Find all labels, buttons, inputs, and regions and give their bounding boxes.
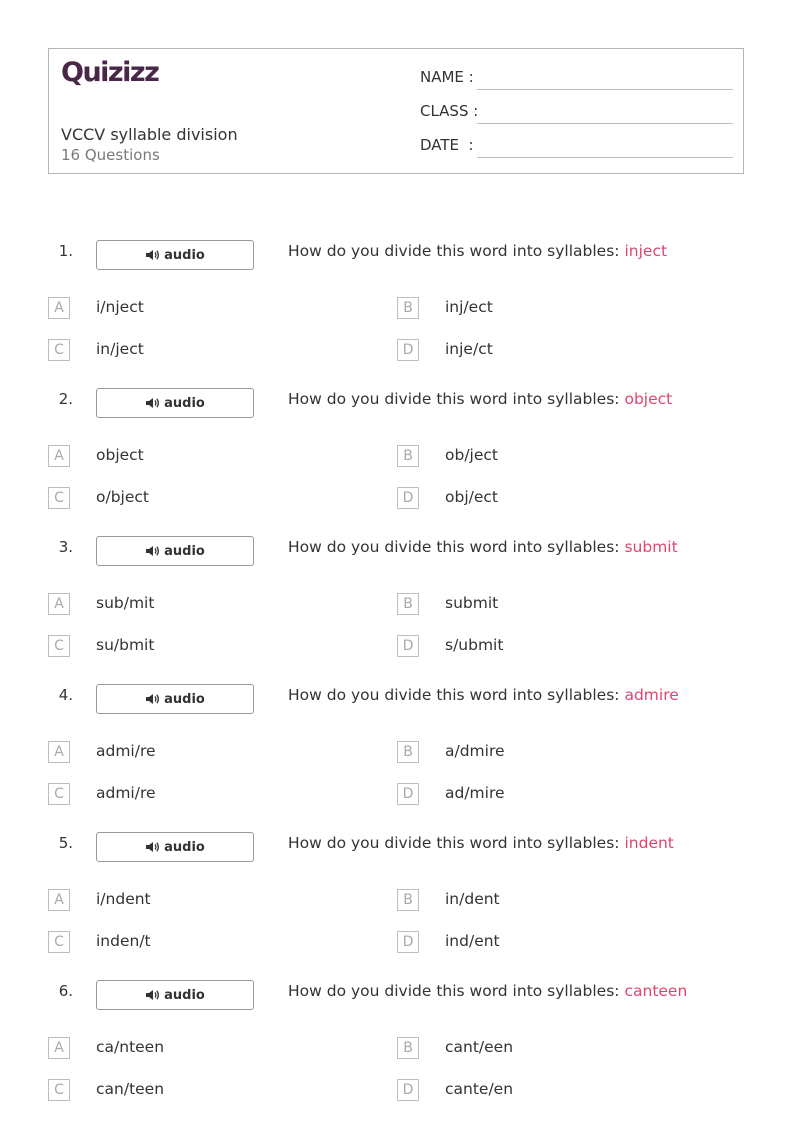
question-number: 3. <box>58 538 73 556</box>
option-letter-box[interactable]: B <box>397 741 419 763</box>
class-label: CLASS : <box>420 102 479 120</box>
question-text <box>288 242 667 260</box>
speaker-icon <box>145 397 159 409</box>
option-text: in/ject <box>96 340 144 358</box>
option-text: ad/mire <box>445 784 505 802</box>
question-text <box>288 834 674 852</box>
option-text: a/dmire <box>445 742 505 760</box>
speaker-icon <box>145 693 159 705</box>
option-text: can/teen <box>96 1080 165 1098</box>
option-text: object <box>96 446 144 464</box>
class-line[interactable] <box>477 123 733 124</box>
audio-button[interactable] <box>96 388 254 418</box>
speaker-icon <box>145 841 159 853</box>
option-letter-box[interactable]: A <box>48 741 70 763</box>
option-text: inj/ect <box>445 298 493 316</box>
option-text: cant/een <box>445 1038 514 1056</box>
option-letter-box[interactable]: B <box>397 297 419 319</box>
speaker-icon <box>145 989 159 1001</box>
question-number: 6. <box>58 982 73 1000</box>
target-word: object <box>624 390 673 408</box>
option-text: submit <box>445 594 499 612</box>
option-letter-box[interactable]: B <box>397 593 419 615</box>
option-text: inje/ct <box>445 340 493 358</box>
question-text <box>288 982 687 1000</box>
option-text: su/bmit <box>96 636 155 654</box>
question-number: 4. <box>58 686 73 704</box>
name-line[interactable] <box>477 89 733 90</box>
audio-label: audio <box>164 987 205 1003</box>
worksheet-title: VCCV syllable division <box>61 125 238 144</box>
date-field[interactable] <box>420 136 733 158</box>
audio-button[interactable] <box>96 980 254 1010</box>
option-letter-box[interactable]: A <box>48 889 70 911</box>
question-text <box>288 390 672 408</box>
option-text: ob/ject <box>445 446 498 464</box>
option-text: s/ubmit <box>445 636 504 654</box>
question-text <box>288 686 679 704</box>
option-letter-box[interactable]: D <box>397 339 419 361</box>
option-text: inden/t <box>96 932 151 950</box>
audio-button[interactable] <box>96 536 254 566</box>
name-field[interactable] <box>420 68 733 90</box>
option-text: sub/mit <box>96 594 155 612</box>
option-letter-box[interactable]: C <box>48 783 70 805</box>
option-letter-box[interactable]: B <box>397 889 419 911</box>
option-text: obj/ect <box>445 488 498 506</box>
option-text: i/nject <box>96 298 144 316</box>
audio-button[interactable] <box>96 684 254 714</box>
option-letter-box[interactable]: A <box>48 445 70 467</box>
worksheet-header <box>48 48 744 174</box>
option-letter-box[interactable]: B <box>397 445 419 467</box>
audio-label: audio <box>164 247 205 263</box>
option-letter-box[interactable]: A <box>48 1037 70 1059</box>
question-number: 2. <box>58 390 73 408</box>
audio-label: audio <box>164 395 205 411</box>
question-prompt: How do you divide this word into syllables: <box>288 982 620 1000</box>
date-label: DATE : <box>420 136 474 154</box>
option-letter-box[interactable]: A <box>48 297 70 319</box>
option-letter-box[interactable]: D <box>397 635 419 657</box>
question-prompt: How do you divide this word into syllables: <box>288 242 620 260</box>
option-letter-box[interactable]: D <box>397 1079 419 1101</box>
option-text: ind/ent <box>445 932 500 950</box>
target-word: canteen <box>624 982 688 1000</box>
audio-label: audio <box>164 839 205 855</box>
question-prompt: How do you divide this word into syllables: <box>288 686 620 704</box>
target-word: submit <box>624 538 678 556</box>
class-field[interactable] <box>420 102 733 124</box>
option-letter-box[interactable]: C <box>48 635 70 657</box>
question-prompt: How do you divide this word into syllables: <box>288 834 620 852</box>
option-text: admi/re <box>96 742 156 760</box>
option-text: ca/nteen <box>96 1038 165 1056</box>
question-count: 16 Questions <box>61 146 160 164</box>
audio-button[interactable] <box>96 832 254 862</box>
option-letter-box[interactable]: D <box>397 931 419 953</box>
option-text: cante/en <box>445 1080 514 1098</box>
target-word: admire <box>624 686 679 704</box>
option-text: admi/re <box>96 784 156 802</box>
option-text: i/ndent <box>96 890 151 908</box>
question-number: 5. <box>58 834 73 852</box>
target-word: indent <box>624 834 674 852</box>
target-word: inject <box>624 242 668 260</box>
option-letter-box[interactable]: D <box>397 487 419 509</box>
option-letter-box[interactable]: C <box>48 487 70 509</box>
audio-button[interactable] <box>96 240 254 270</box>
audio-label: audio <box>164 691 205 707</box>
date-line[interactable] <box>477 157 733 158</box>
option-letter-box[interactable]: C <box>48 1079 70 1101</box>
option-letter-box[interactable]: A <box>48 593 70 615</box>
option-letter-box[interactable]: C <box>48 339 70 361</box>
option-letter-box[interactable]: B <box>397 1037 419 1059</box>
option-text: o/bject <box>96 488 149 506</box>
speaker-icon <box>145 249 159 261</box>
question-prompt: How do you divide this word into syllables: <box>288 538 620 556</box>
question-text <box>288 538 678 556</box>
speaker-icon <box>145 545 159 557</box>
option-letter-box[interactable]: D <box>397 783 419 805</box>
question-prompt: How do you divide this word into syllables: <box>288 390 620 408</box>
name-label: NAME : <box>420 68 474 86</box>
option-letter-box[interactable]: C <box>48 931 70 953</box>
quizizz-logo: Quizizz <box>61 57 159 88</box>
question-number: 1. <box>58 242 73 260</box>
audio-label: audio <box>164 543 205 559</box>
option-text: in/dent <box>445 890 500 908</box>
